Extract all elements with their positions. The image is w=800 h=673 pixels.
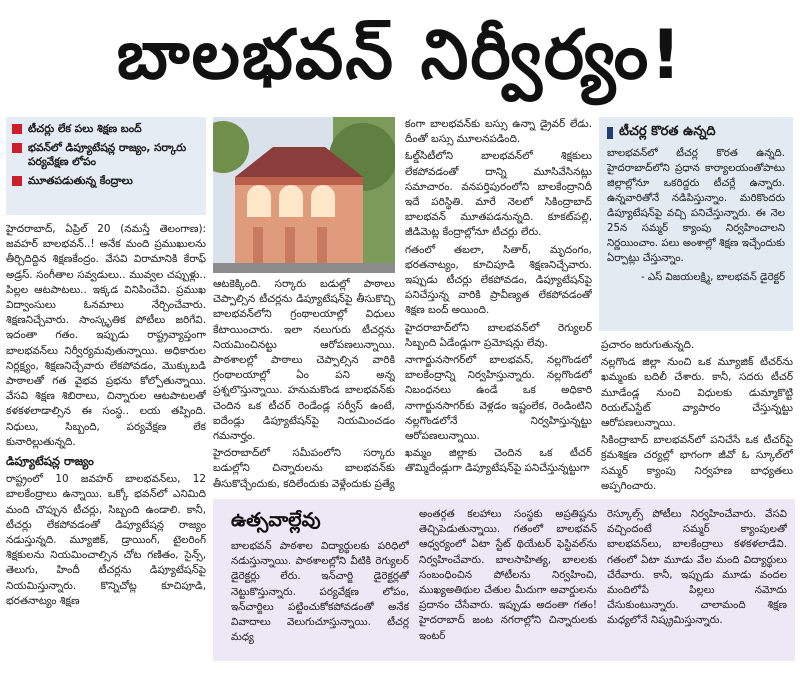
director-quote-box <box>599 117 793 331</box>
paragraph: బాలభవన్‌లో టీచర్ల కొరత ఉన్నది. హైదరాబాద్‌లోని ప్రధాన కార్యాలయంతోపాటు జిల్లాల్లోనూ ఒకరిద్దరు టీచర్లే ఉన్నారు. ఉన్నవారితోనే నడిపిస్తున్నాం. మరికొందరు డిప్యూటేషన్‌పై వచ్చి పనిచేస్తున్నారు. ఈ నెల 25న సమ్మర్ క్యాంపు నిర్వహించాలని నిర్ణయించాం. పలు అంశాల్లో శిక్షణ ఇచ్చేందుకు ఏర్పాట్లు చేస్తున్నాం. <box>607 148 785 264</box>
bullet-icon <box>12 143 22 153</box>
paragraph: గతంలో తబలా, సితార్, మృదంగం, భరతనాట్యం, కూచిపూడి శిక్షణనిచ్చేవారు. ఇప్పుడు టీచర్లు లేకపోవడం, డిప్యూటేషన్‌పై పనిచేస్తున్న వారికి ప్రావీణ్యత లేకపోవడంతో శిక్షణ బంద్ అయింది. <box>405 243 592 317</box>
highlight-text: మూతపడుతున్న కేంద్రాలు <box>28 175 133 187</box>
paragraph: ఖమ్మం జిల్లాకు చెందిన ఒక టీచర్ తొమ్మిదేండ్లుగా డిప్యూటేషన్‌పై పనిచేస్తున్నట్టుగా <box>405 447 592 475</box>
highlight-text: టీచర్లు లేక పలు శిక్షణ బంద్ <box>28 123 142 135</box>
article-column-3 <box>405 117 592 495</box>
subheading: డిప్యూటేషన్ల రాజ్యం <box>6 454 94 469</box>
article-column-4 <box>601 338 793 498</box>
quote-signature: - ఎస్ విజయలక్ష్మి, బాలభవన్ డైరెక్టర్ <box>641 272 785 283</box>
paragraph: సికింద్రాబాద్ బాలభవన్‌లో పనిచేసే ఒక టీచర్‌పై క్రమశిక్షణ చర్యల్లో భాగంగా జీవో ఓ స్కూల్‌లో సమ్మర్ క్యాంపు నిర్వహణ బాధ్యతలు అప్పగించారు. <box>601 434 793 492</box>
festivals-box <box>213 499 795 661</box>
paragraph: నల్లగొండ జిల్లా నుంచి ఒక మ్యూజిక్ టీచర్‌ను ఖమ్మంకు బదిలీ చేశారు. కానీ, సదరు టీచర్ మూడేండ్ల నుంచి విధులకు డుమ్మాకొట్టి రియల్‌ఎస్టేట్ వ్యాపారం చేస్తున్నట్టు ఆరోపణలున్నాయి. <box>601 356 793 430</box>
quote-body <box>599 146 793 285</box>
title-marker-icon <box>607 127 613 139</box>
balbhavan-building-photo <box>213 117 395 273</box>
article-column-2 <box>213 277 395 495</box>
paragraph: హైదరాబాద్, ఏప్రిల్ 20 (నమస్తే తెలంగాణ): జవహర్ బాలభవన్..! అనేక మంది ప్రముఖులను తీర్చిదిద్దిన శిక్షణకేంద్రం. వేసవి విరామానికి కేరాఫ్ అడ్రస్. సంగీతాల సవ్వడులు.. మువ్వల చప్పుళ్లు.. పిల్లల ఆటపాటలు.. ఇక్కడ వినిపించేవి. ప్రముఖ విద్వాంసులు ఓనమాలు నేర్చించేవారు. శిక్షణనిచ్చేవారు. సాంస్కృతిక పోటీలు జరిగేవి. ఇదంతా గతం. ఇప్పుడు రాష్ట్రవ్యాప్తంగా బాలభవన్‌లు నిర్వీర్యమవుతున్నాయి. అధికారుల నిర్లక్ష్యం, శిక్షణనిచ్చేవారు లేకపోవడం, మొక్కుబడి పాఠాలతో గత వైభవ ప్రభను కోల్పోతున్నాయి. వేసవి శిక్షణ శిబిరాలు, చిన్నారుల ఆటపాటలతో కళకళలాడాల్సిన ఈ సంస్థ.. లయ తప్పింది. నిధులు, సిబ్బంది, పర్యవేక్షణ లేక కునారిల్లుతున్నది. <box>6 223 206 448</box>
paragraph: హైదరాబాద్‌లో సమీపంలోని సర్కారు బడుల్లోని చిన్నారులను బాలభవన్‌కు తీసుకొచ్చేందుకు, కదిలేందుకు వెళ్లేందుకు ప్రత్యే <box>213 447 395 490</box>
paragraph: హైదరాబాద్‌లోని బాలభవన్‌లో రెగ్యులర్ సిబ్బంది ఏడేండ్లుగా ప్రమోషన్లు లేవు. <box>405 321 592 349</box>
highlight-text: భవన్‌లో డిప్యూటేషన్ల రాజ్యం, సర్కారు పర్యవేక్షణ లోపం <box>28 142 187 168</box>
paragraph: కంగా బాలభవన్‌కు బస్సు ఉన్నా డ్రైవర్ లేడు. దీంతో బస్సు మూలనపడింది. <box>405 118 592 146</box>
highlight-item <box>6 117 206 136</box>
paragraph: రాష్ట్రంలో 10 జవహర్ బాలభవన్‌లు, 12 బాలకేంద్రాలు ఉన్నాయి. ఒక్కో భవన్‌లో ఎనిమిది మంది చొప్పున టీచర్లు, సిబ్బంది ఉండాలి. కానీ, టీచర్లు లేకపోవడంతో డిప్యూటేషన్ల రాజ్యం నడుస్తున్నది. మ్యూజిక్, డ్రాయింగ్, టైలరింగ్ శిక్షకులను నియమించాల్సిన చోట గణితం, సైన్స్, తెలుగు, హిందీ టీచర్లను డిప్యూటేషన్‌పై నియమిస్తున్నారు. కొన్నిచోట్ల కూచిపూడి, భరతనాట్యం శిక్షణ <box>6 473 206 607</box>
festivals-column-3: రెస్కూల్స్ పోటీలు నిర్వహించేవారు. వేసవి వచ్చిందంటే సమ్మర్ క్యాంపులతో బాలభవన్‌లు, బాలకేంద్రాలు కళకళలాడేవి. గతంలో ఏటా మూడు వేల మంది విద్యార్థులు చేరేవారు. కానీ, ఇప్పుడు మూడు వందల మందిలోపే పిల్లలు నమోదు చేసుకుంటున్నారు. చాలామంది శిక్షణ మధ్యలోనే నిష్క్రమిస్తున్నారు. <box>607 508 787 627</box>
festivals-column-2: అంతర్గత కలహాలు సంస్థకు అప్రతిష్టను తెచ్చిపెడుతున్నాయి. గతంలో బాలభవన్ ఆధ్వర్యంలో ఏటా స్టేట్ థియేటర్ ఫెస్టివల్‌ను నిర్వహించేవారు. బాలసాహిత్య, బాలలకు సంబంధించిన పోటీలను నిర్వహించి, ముఖ్యఅతిథుల చేతుల మీదుగా అవార్డులను ప్రదానం చేసేవారు. ఇప్పుడు అదంతా గతం! హైదరాబాద్ జంట నగరాల్లోని చిన్నారులకు ఇంటర్ <box>419 508 597 642</box>
quote-box-title <box>599 117 793 146</box>
paragraph: ఆటకెక్కింది. సర్కారు బడుల్లో పాఠాలు చెప్పాల్సిన టీచర్లను డిప్యూటేషన్‌పై తీసుకొచ్చి బాలభవన్‌లోని గ్రంథాలయాల్లో విధులు కేటాయించారు. ఇలా నలుగురు టీచర్లను నియమించినట్టు ఆరోపణలున్నాయి. పాఠశాలల్లో పాఠాలు చెప్పాల్సిన వారికి గ్రంథాలయాల్లో ఏం పని అన్న ప్రశ్నలొస్తున్నాయి. హనుమకొండ బాలభవన్‌కు చెందిన ఒక టీచర్ రెండేండ్ల సర్వీస్ ఉంటే, ఐదేండ్లు డిప్యూటేషన్‌పై నియమించడం గమనార్హం. <box>213 278 395 443</box>
highlights-box <box>6 117 206 215</box>
festivals-title: ఉత్సవాల్లేవు <box>231 509 321 531</box>
paragraph: నాగార్జునసాగర్‌లో బాలభవన్, నల్లగొండలో బాలకేంద్రాన్ని నిర్వహిస్తున్నారు. నల్లగొండలో నిబంధనలు ఉండే ఒక అధికారి నాగార్జునసాగర్‌కు వెళ్లడం ఇష్టంలేక, రెండింటిని నల్లగొండలోనే నిర్వహిస్తున్నట్టు ఆరోపణలున్నాయి. <box>405 354 592 443</box>
headline: బాలభవన్ నిర్వీర్యం! <box>116 16 684 95</box>
quote-title-text: టీచర్ల కొరత ఉన్నది <box>619 124 716 139</box>
paragraph: ఓల్డ్‌సిటీలోని బాలభవన్‌లో శిక్షకులు లేకపోవడంతో దాన్ని మూసివేసినట్లు సమాచారం. వనపర్తిపురంలోని బాలకేంద్రానిదీ ఇదే పరిస్థితి. మారే నెలలో సికింద్రాబాద్ బాలభవన్ మూతపడనున్నది. కూకట్‌పల్లి, జీడిమెట్ల కేంద్రాల్లోనూ టీచర్లు లేరు. <box>405 150 592 239</box>
bullet-icon <box>12 176 22 186</box>
highlight-item <box>6 169 206 188</box>
bullet-icon <box>12 124 22 134</box>
paragraph: ప్రచారం జరుగుతున్నది. <box>601 339 695 351</box>
highlight-item <box>6 136 206 169</box>
article-column-1 <box>6 222 206 662</box>
festivals-column-1: బాలభవన్ పాఠశాల విద్యార్థులకు పరిధిలో నడుస్తున్నాయి. పాఠశాలల్లోని వీటికి రెగ్యులర్ డైరెక్టర్లు లేరు. ఇన్‌చార్జి డైరెక్టర్లతో నెట్టుకొస్తున్నారు. పర్యవేక్షణ లోపం, ఇన్‌చార్జిలు పట్టించుకోకపోవడంతో అనేక వివాదాలు వెలుగుచూస్తున్నాయి. టీచర్ల మధ్య <box>231 540 409 644</box>
